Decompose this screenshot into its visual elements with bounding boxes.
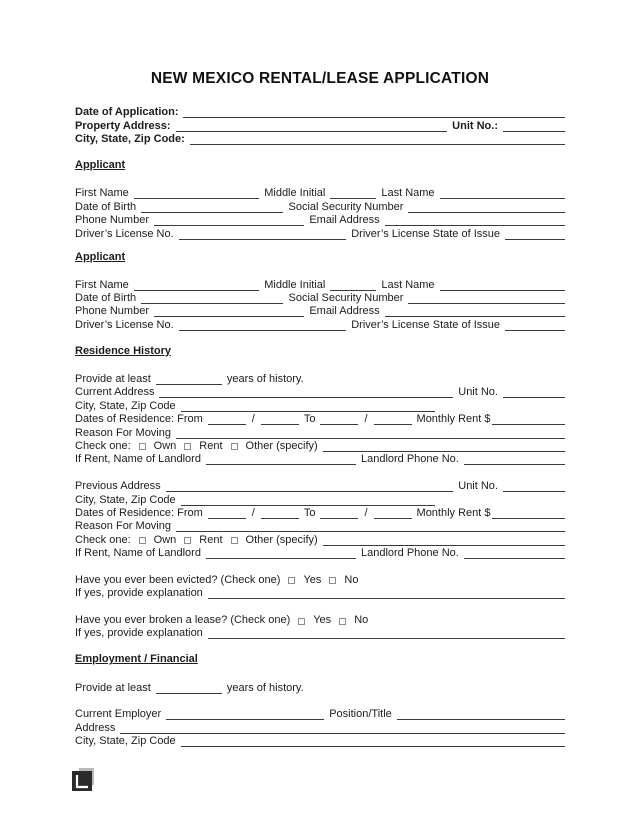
- position-title-blank[interactable]: [397, 711, 565, 720]
- employer-city-blank[interactable]: [181, 738, 565, 747]
- residence-years-row: [75, 372, 565, 385]
- property-address-label: Property Address:: [75, 119, 171, 132]
- last-name-blank[interactable]: [440, 282, 565, 291]
- applicant2-license-row: [75, 317, 565, 330]
- no-label: No: [354, 614, 369, 627]
- residence-years-blank[interactable]: [156, 376, 222, 385]
- phone-blank[interactable]: [154, 217, 304, 226]
- evicted-question-row: [75, 573, 565, 586]
- employer-address-row: [75, 720, 565, 733]
- previous-address-label: Previous Address: [75, 480, 161, 493]
- current-address-blank[interactable]: [159, 389, 453, 398]
- check-one-label: Check one:: [75, 533, 131, 546]
- date-slash: /: [251, 506, 255, 519]
- previous-rent-checkbox[interactable]: [184, 537, 191, 544]
- current-own-checkbox[interactable]: [139, 443, 146, 450]
- date-slash: /: [364, 413, 368, 426]
- evicted-explanation-row: [75, 586, 565, 599]
- drivers-license-state-label: Driver’s License State of Issue: [351, 227, 500, 240]
- current-landlord-name-blank[interactable]: [206, 456, 356, 465]
- current-city-row: [75, 398, 565, 411]
- last-name-blank[interactable]: [440, 190, 565, 199]
- reason-for-moving-label: Reason For Moving: [75, 426, 171, 439]
- previous-address-blank[interactable]: [166, 483, 454, 492]
- dates-of-residence-label: Dates of Residence: From: [75, 506, 203, 519]
- previous-dates-row: [75, 506, 565, 519]
- current-check-one-row: [75, 439, 565, 452]
- address-label: Address: [75, 721, 116, 734]
- previous-city-row: [75, 492, 565, 505]
- date-of-birth-label: Date of Birth: [75, 292, 137, 305]
- current-employer-label: Current Employer: [75, 708, 162, 721]
- applicant1-heading: Applicant: [75, 159, 126, 172]
- own-label: Own: [153, 533, 177, 546]
- drivers-license-no-label: Driver’s License No.: [75, 227, 174, 240]
- current-other-checkbox[interactable]: [231, 443, 238, 450]
- current-reason-row: [75, 425, 565, 438]
- current-reason-blank[interactable]: [176, 430, 565, 439]
- broken-lease-explanation-blank[interactable]: [208, 630, 565, 639]
- residence-history-heading: Residence History: [75, 344, 171, 357]
- form-title: NEW MEXICO RENTAL/LEASE APPLICATION: [150, 70, 490, 87]
- previous-landlord-phone-blank[interactable]: [464, 550, 565, 559]
- provide-at-least-label: Provide at least: [75, 681, 151, 694]
- current-monthly-rent-blank[interactable]: [492, 416, 565, 425]
- yes-label: Yes: [313, 614, 332, 627]
- current-landlord-phone-blank[interactable]: [464, 456, 565, 465]
- previous-city-blank[interactable]: [181, 497, 435, 506]
- phone-blank[interactable]: [154, 308, 304, 317]
- previous-unit-no-blank[interactable]: [503, 483, 565, 492]
- yes-label: Yes: [303, 573, 322, 586]
- city-state-zip-blank[interactable]: [190, 136, 565, 145]
- to-label: To: [303, 413, 316, 426]
- date-of-application-blank[interactable]: [183, 109, 565, 118]
- previous-reason-row: [75, 519, 565, 532]
- current-to-month-blank[interactable]: [320, 416, 358, 425]
- broken-lease-question-row: [75, 613, 565, 626]
- legal-templates-logo-icon: [70, 767, 96, 793]
- phone-label: Phone Number: [75, 305, 149, 318]
- monthly-rent-label: Monthly Rent $: [416, 506, 491, 519]
- broken-lease-explanation-row: [75, 626, 565, 639]
- current-to-year-blank[interactable]: [374, 416, 412, 425]
- current-from-month-blank[interactable]: [208, 416, 246, 425]
- years-of-history-label: years of history.: [226, 681, 304, 694]
- date-of-birth-blank[interactable]: [141, 204, 283, 213]
- current-unit-no-blank[interactable]: [503, 389, 565, 398]
- employment-financial-heading: Employment / Financial: [75, 653, 198, 666]
- email-blank[interactable]: [385, 217, 565, 226]
- form-content: [75, 70, 565, 747]
- date-slash: /: [251, 413, 255, 426]
- previous-landlord-row: [75, 546, 565, 559]
- ssn-label: Social Security Number: [288, 292, 404, 305]
- email-blank[interactable]: [385, 308, 565, 317]
- to-label: To: [303, 506, 316, 519]
- other-specify-label: Other (specify): [245, 533, 318, 546]
- date-of-application-row: [75, 105, 565, 118]
- evicted-no-checkbox[interactable]: [329, 577, 336, 584]
- dates-of-residence-label: Dates of Residence: From: [75, 413, 203, 426]
- rent-label: Rent: [199, 533, 223, 546]
- landlord-phone-label: Landlord Phone No.: [360, 453, 459, 466]
- property-address-blank[interactable]: [176, 123, 448, 132]
- no-label: No: [344, 573, 359, 586]
- employment-years-blank[interactable]: [156, 685, 222, 694]
- previous-monthly-rent-blank[interactable]: [492, 510, 565, 519]
- unit-no-label: Unit No.:: [452, 119, 498, 132]
- applicant2-heading: Applicant: [75, 250, 126, 263]
- ssn-blank[interactable]: [408, 204, 565, 213]
- middle-initial-blank[interactable]: [330, 190, 376, 199]
- city-state-zip-label: City, State, Zip Code: [75, 399, 176, 412]
- phone-label: Phone Number: [75, 214, 149, 227]
- ssn-label: Social Security Number: [288, 200, 404, 213]
- unit-no-label: Unit No.: [458, 480, 498, 493]
- landlord-phone-label: Landlord Phone No.: [360, 547, 459, 560]
- current-employer-blank[interactable]: [166, 711, 324, 720]
- employer-address-blank[interactable]: [120, 725, 565, 734]
- first-name-blank[interactable]: [134, 190, 259, 199]
- previous-from-year-blank[interactable]: [261, 510, 299, 519]
- if-rent-landlord-label: If Rent, Name of Landlord: [75, 547, 201, 560]
- first-name-label: First Name: [75, 278, 129, 291]
- last-name-label: Last Name: [381, 187, 435, 200]
- city-state-zip-label: City, State, Zip Code: [75, 735, 176, 748]
- current-address-label: Current Address: [75, 386, 155, 399]
- last-name-label: Last Name: [381, 278, 435, 291]
- applicant2-dob-row: [75, 291, 565, 304]
- drivers-license-no-blank[interactable]: [179, 231, 347, 240]
- middle-initial-blank[interactable]: [330, 282, 376, 291]
- broken-lease-yes-checkbox[interactable]: [298, 618, 305, 625]
- if-rent-landlord-label: If Rent, Name of Landlord: [75, 453, 201, 466]
- middle-initial-label: Middle Initial: [264, 278, 326, 291]
- current-rent-checkbox[interactable]: [184, 443, 191, 450]
- applicant2-phone-row: [75, 304, 565, 317]
- current-address-row: [75, 385, 565, 398]
- current-employer-row: [75, 707, 565, 720]
- current-other-blank[interactable]: [323, 443, 565, 452]
- date-of-birth-blank[interactable]: [141, 295, 283, 304]
- previous-other-blank[interactable]: [323, 537, 565, 546]
- provide-at-least-label: Provide at least: [75, 373, 151, 386]
- previous-own-checkbox[interactable]: [139, 537, 146, 544]
- applicant1-phone-row: [75, 213, 565, 226]
- previous-from-month-blank[interactable]: [208, 510, 246, 519]
- own-label: Own: [153, 439, 177, 452]
- date-of-birth-label: Date of Birth: [75, 200, 137, 213]
- current-dates-row: [75, 412, 565, 425]
- evicted-yes-checkbox[interactable]: [288, 577, 295, 584]
- drivers-license-state-blank[interactable]: [505, 322, 565, 331]
- broken-lease-question-label: Have you ever broken a lease? (Check one): [75, 614, 291, 627]
- date-of-application-label: Date of Application:: [75, 106, 179, 119]
- previous-check-one-row: [75, 532, 565, 545]
- city-state-zip-label: City, State, Zip Code: [75, 493, 176, 506]
- reason-for-moving-label: Reason For Moving: [75, 520, 171, 533]
- current-landlord-row: [75, 452, 565, 465]
- property-address-row: [75, 118, 565, 131]
- first-name-blank[interactable]: [134, 282, 259, 291]
- previous-address-row: [75, 479, 565, 492]
- middle-initial-label: Middle Initial: [264, 187, 326, 200]
- evicted-question-label: Have you ever been evicted? (Check one): [75, 573, 281, 586]
- ssn-blank[interactable]: [408, 295, 565, 304]
- applicant1-license-row: [75, 226, 565, 239]
- applicant1-dob-row: [75, 199, 565, 212]
- position-title-label: Position/Title: [329, 708, 392, 721]
- email-label: Email Address: [309, 214, 380, 227]
- first-name-label: First Name: [75, 187, 129, 200]
- drivers-license-no-blank[interactable]: [179, 322, 347, 331]
- previous-other-checkbox[interactable]: [231, 537, 238, 544]
- drivers-license-state-label: Driver’s License State of Issue: [351, 318, 500, 331]
- applicant2-name-row: [75, 277, 565, 290]
- drivers-license-state-blank[interactable]: [505, 231, 565, 240]
- monthly-rent-label: Monthly Rent $: [416, 413, 491, 426]
- rent-label: Rent: [199, 439, 223, 452]
- date-slash: /: [364, 506, 368, 519]
- if-yes-explanation-label: If yes, provide explanation: [75, 587, 203, 600]
- email-label: Email Address: [309, 305, 380, 318]
- other-specify-label: Other (specify): [245, 439, 318, 452]
- unit-no-blank[interactable]: [503, 123, 565, 132]
- unit-no-label: Unit No.: [458, 386, 498, 399]
- city-state-zip-row: [75, 132, 565, 145]
- if-yes-explanation-label: If yes, provide explanation: [75, 627, 203, 640]
- check-one-label: Check one:: [75, 439, 131, 452]
- evicted-explanation-blank[interactable]: [208, 590, 565, 599]
- previous-reason-blank[interactable]: [176, 523, 565, 532]
- previous-to-year-blank[interactable]: [374, 510, 412, 519]
- previous-landlord-name-blank[interactable]: [206, 550, 356, 559]
- employer-city-row: [75, 734, 565, 747]
- broken-lease-no-checkbox[interactable]: [339, 618, 346, 625]
- applicant1-name-row: [75, 186, 565, 199]
- drivers-license-no-label: Driver’s License No.: [75, 318, 174, 331]
- years-of-history-label: years of history.: [226, 373, 304, 386]
- current-city-blank[interactable]: [181, 403, 435, 412]
- current-from-year-blank[interactable]: [261, 416, 299, 425]
- previous-to-month-blank[interactable]: [320, 510, 358, 519]
- employment-years-row: [75, 680, 565, 693]
- city-state-zip-label: City, State, Zip Code:: [75, 133, 185, 146]
